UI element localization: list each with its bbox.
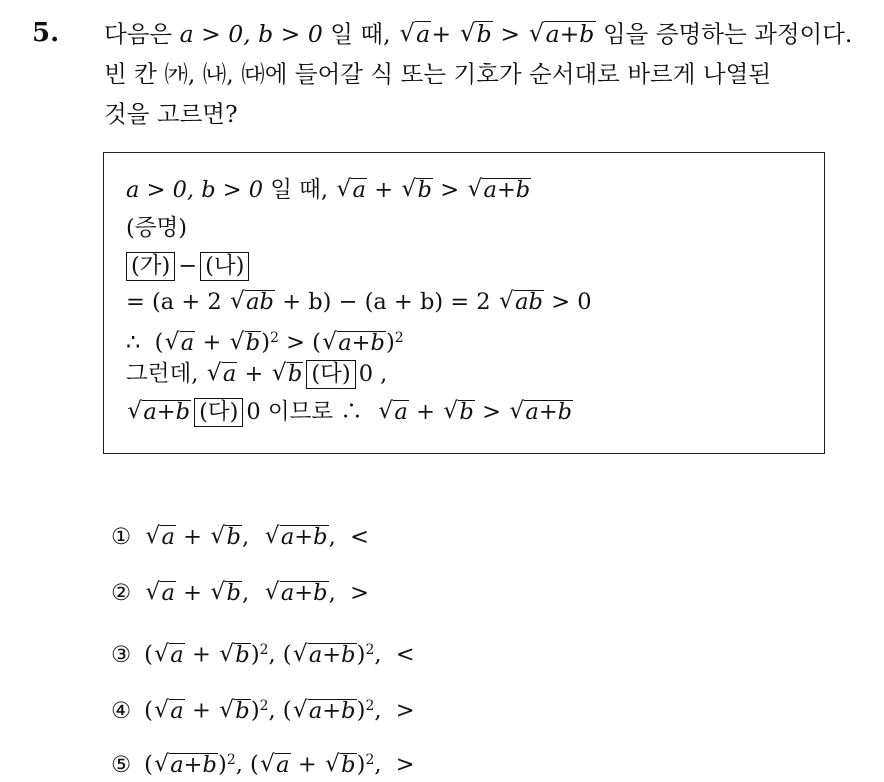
sqrt-a-plus-b: √ a+b	[529, 16, 596, 52]
proof-conclusion-line: √ a+b (다) 0 이므로 ∴ √ a + √ b > √ a+b	[126, 395, 573, 429]
question-line-1: 다음은 a > 0, b > 0 일 때, √ a+ √ b > √ a+b 임을 증명하는 과정이다.	[104, 16, 852, 52]
blank-da-2: (다)	[194, 398, 243, 427]
proof-expansion-line: = (a + 2 √ ab + b) − (a + b) = 2 √ ab > 0	[126, 285, 592, 319]
proof-but-line: 그런데, √ a + √ b (다) 0 ,	[126, 357, 387, 391]
proof-squared-line: ∴ (√ a + √ b)$^2$ > (√ a+b)$^2$	[126, 321, 404, 360]
option-4[interactable]: ④ (√ a + √ b)$^2$, (√ a+b)$^2$, >	[111, 689, 415, 728]
blank-na: (나)	[200, 252, 249, 281]
proof-claim: a > 0, b > 0 일 때, √ a + √ b > √ a+b	[126, 173, 531, 207]
sqrt-b: √ b	[460, 16, 493, 52]
option-1[interactable]: ① √ a + √ b, √ a+b, <	[111, 520, 369, 554]
proof-blank-line: (가) − (나)	[126, 249, 252, 283]
option-3[interactable]: ③ (√ a + √ b)$^2$, (√ a+b)$^2$, <	[111, 633, 415, 672]
question-line-2: 빈 칸 ㈎, ㈏, ㈐에 들어갈 식 또는 기호가 순서대로 바르게 나열된	[104, 60, 772, 88]
proof-heading: (증명)	[126, 215, 188, 241]
sqrt-a: √ a	[399, 16, 431, 52]
option-2[interactable]: ② √ a + √ b, √ a+b, >	[111, 576, 369, 610]
question-line-3: 것을 고르면?	[104, 100, 238, 128]
question-number: 5.	[32, 18, 60, 48]
blank-ga: (가)	[126, 252, 175, 281]
option-5[interactable]: ⑤ (√ a+b)$^2$, (√ a + √ b)$^2$, >	[111, 743, 415, 782]
blank-da-1: (다)	[306, 360, 355, 389]
proof-box	[103, 152, 825, 454]
